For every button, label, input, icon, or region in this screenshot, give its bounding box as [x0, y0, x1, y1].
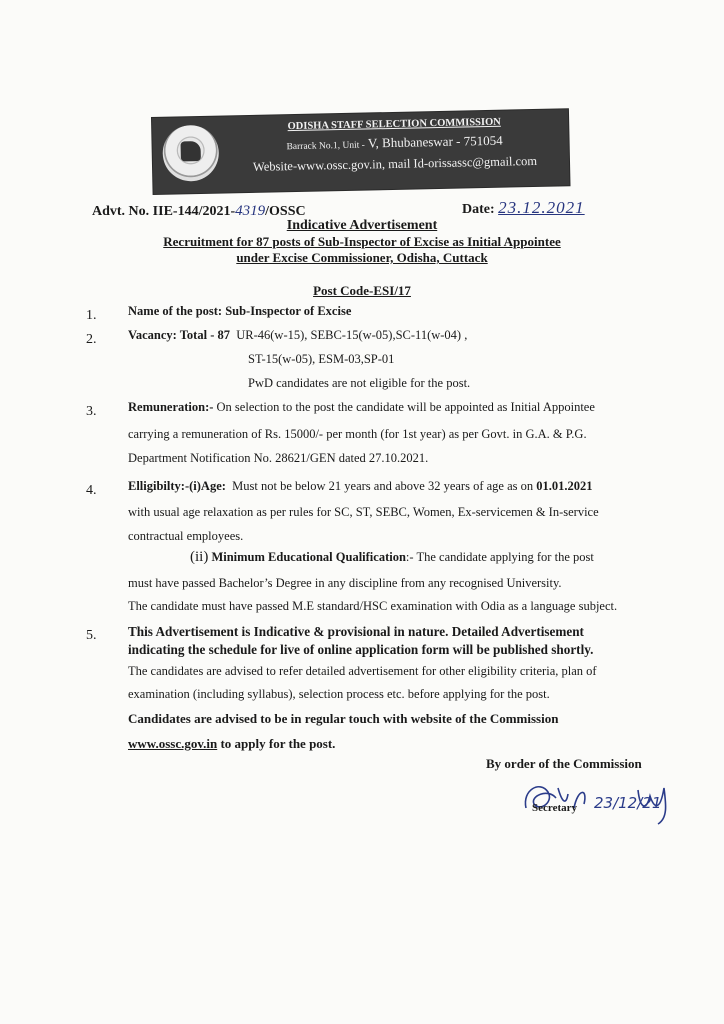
item-4-qualification-line3: The candidate must have passed M.E standard/HSC examination with Odia as a language subject.: [128, 599, 618, 613]
title-indicative: Indicative Advertisement: [286, 218, 438, 233]
org-address: Barrack No.1, Unit - V, Bhubaneswar - 751054: [286, 132, 503, 153]
ossc-website-link[interactable]: www.ossc.gov.in: [128, 736, 218, 751]
advt-number: Advt. No. IIE-144/2021-4319/OSSC: [92, 203, 306, 219]
item-2-vacancy-line2: ST-15(w-05), ESM-03,SP-01: [248, 352, 395, 366]
secretary-label: Secretary: [532, 802, 577, 814]
item-5-number: 5.: [86, 628, 97, 643]
item-1-number: 1.: [86, 308, 97, 323]
item-3-line2: carrying a remuneration of Rs. 15000/- per month (for 1st year) as per Govt. in G.A. & P.G.: [128, 427, 587, 441]
item-5-notice-line2: indicating the schedule for live of online application form will be published shortly.: [128, 642, 594, 657]
advt-date: Date: 23.12.2021: [462, 198, 585, 217]
org-name: ODISHA STAFF SELECTION COMMISSION: [287, 116, 501, 133]
item-4-line2: with usual age relaxation as per rules for SC, ST, SEBC, Women, Ex-servicemen & In-service: [128, 505, 599, 519]
item-4-eligibility-age: Elligibilty:-(i)Age: Must not be below 21 years and above 32 years of age as on 01.01.2021: [128, 479, 593, 493]
title-department: under Excise Commissioner, Odisha, Cuttack: [236, 250, 488, 265]
odisha-emblem-icon: [162, 125, 219, 182]
item-5-line4: examination (including syllabus), selection process etc. before applying for the post.: [128, 687, 550, 701]
item-5-notice-line6: www.ossc.gov.in to apply for the post.: [128, 736, 336, 751]
item-2-vacancy: Vacancy: Total - 87 UR-46(w-15), SEBC-15(w-05),SC-11(w-04) ,: [128, 328, 468, 342]
item-2-number: 2.: [86, 332, 97, 347]
item-5-notice-line5: Candidates are advised to be in regular touch with website of the Commission: [128, 711, 559, 726]
item-3-line3: Department Notification No. 28621/GEN dated 27.10.2021.: [128, 451, 429, 465]
item-2-pwd-note: PwD candidates are not eligible for the post.: [248, 376, 471, 390]
item-4-line3: contractual employees.: [128, 529, 244, 543]
item-4-qualification: (ii) Minimum Educational Qualification:- The candidate applying for the post: [190, 549, 594, 565]
post-code: Post Code-ESI/17: [313, 283, 411, 298]
by-order-text: By order of the Commission: [486, 756, 642, 771]
item-5-notice-line1: This Advertisement is Indicative & provisional in nature. Detailed Advertisement: [128, 624, 584, 639]
item-4-number: 4.: [86, 483, 97, 498]
item-5-line3: The candidates are advised to refer detailed advertisement for other eligibility criteria, plan of: [128, 664, 597, 678]
item-1-post-name: Name of the post: Sub-Inspector of Excise: [128, 304, 352, 318]
title-recruitment: Recruitment for 87 posts of Sub-Inspector of Excise as Initial Appointee: [163, 234, 561, 249]
secretary-signature: [518, 768, 678, 828]
signature-date: 23/12/21: [594, 794, 662, 812]
item-4-qualification-line2: must have passed Bachelor’s Degree in any discipline from any recognised University.: [128, 576, 562, 590]
item-3-remuneration: Remuneration:- On selection to the post the candidate will be appointed as Initial Appointee: [128, 400, 595, 414]
org-contact: Website-www.ossc.gov.in, mail Id-orissassc@gmail.com: [252, 153, 538, 174]
letterhead-banner: [152, 109, 570, 194]
item-3-number: 3.: [86, 404, 97, 419]
